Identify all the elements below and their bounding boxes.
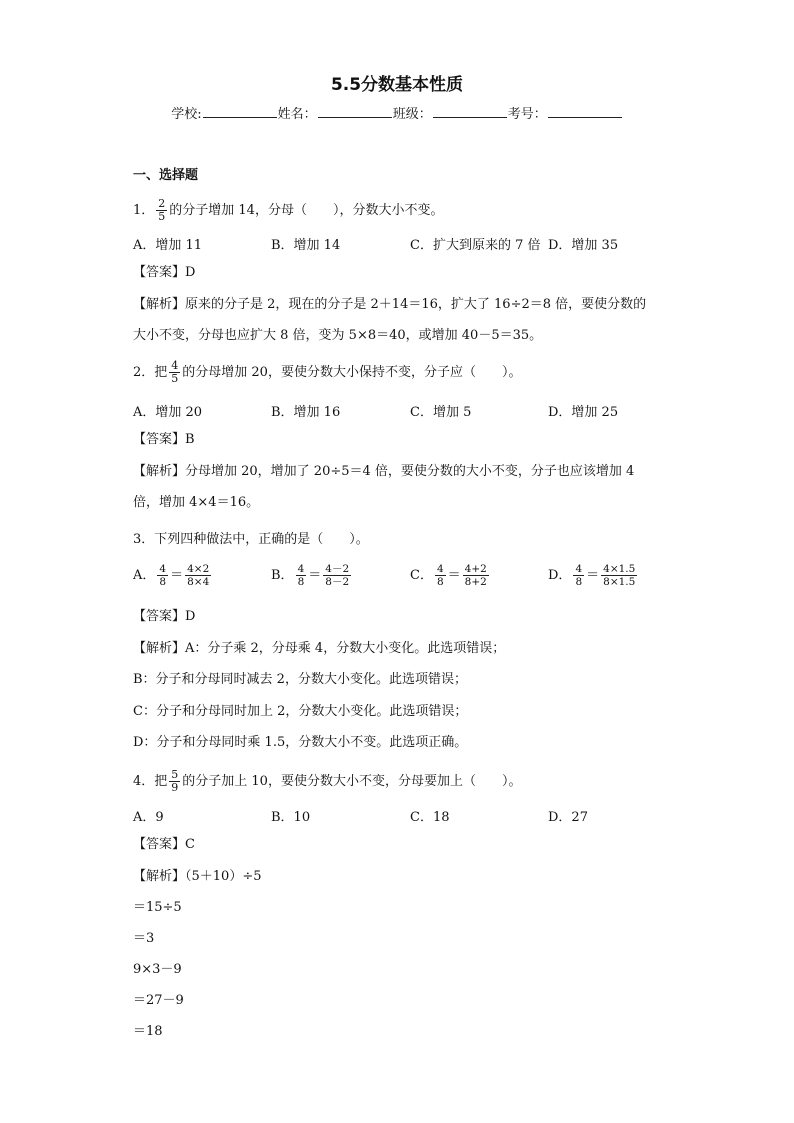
equals-sign: ＝ [447,568,461,583]
option-d: D．27 [548,810,588,825]
question-number: 4．把 [133,774,168,789]
option-a: A．9 [133,810,164,825]
numerator: 4－2 [325,563,350,575]
question-number: 1． [133,203,155,218]
numerator: 2 [158,197,166,210]
equals-sign: ＝ [170,568,184,583]
option-c: C．18 [410,810,450,825]
question-1 [133,198,443,223]
exam-no-blank[interactable] [548,105,622,118]
denominator: 8×1.5 [603,576,636,588]
option-c: C．扩大到原来的 7 倍 [410,238,541,253]
analysis-line: ＝27－9 [133,993,184,1008]
option-d: D．增加 35 [548,238,619,253]
analysis-line: 【解析】分母增加 20，增加了 20÷5＝4 倍，要使分数的大小不变，分子也应该增加 4 [133,464,635,479]
class-label: 班级： [392,107,432,122]
fraction [463,563,489,588]
option-b: B．增加 16 [271,405,341,420]
option-a: A．增加 20 [133,405,203,420]
question-4 [133,769,521,794]
analysis-line: ＝3 [133,931,155,946]
fraction [435,563,446,588]
option-a [133,563,213,588]
fraction [323,563,351,588]
page-title: 5.5分数基本性质 [330,75,464,95]
denominator: 8 [575,576,583,588]
option-a: A．增加 11 [133,238,203,253]
analysis-line: ＝15÷5 [133,900,182,915]
fraction [573,563,584,588]
denominator: 5 [158,210,166,223]
name-label: 姓名： [277,107,317,122]
denominator: 5 [171,372,179,385]
fraction [156,198,167,223]
analysis-line: 大小不变，分母也应扩大 8 倍，变为 5×8＝40，或增加 40－5＝35。 [133,328,543,343]
option-d [548,563,639,588]
numerator: 4×1.5 [603,563,636,575]
name-blank[interactable] [318,105,392,118]
numerator: 4+2 [464,563,487,575]
option-b: B．10 [271,810,311,825]
analysis-line: D：分子和分母同时乘 1.5，分数大小不变。此选项正确。 [133,735,468,750]
numerator: 4 [297,563,305,575]
numerator: 4×2 [187,563,210,575]
numerator: 5 [171,768,179,781]
denominator: 8－2 [325,576,350,588]
analysis-line: 【解析】A：分子乘 2，分母乘 4，分数大小变化。此选项错误； [133,641,506,656]
exam-no-label: 考号： [507,107,547,122]
analysis-line: ＝18 [133,1024,163,1039]
analysis-line: C：分子和分母同时加上 2，分数大小变化。此选项错误； [133,704,468,719]
question-text: 的分母增加 20，要使分数大小保持不变，分子应（ ）。 [182,365,522,380]
denominator: 8 [297,576,305,588]
equals-sign: ＝ [308,568,322,583]
question-3: 3．下列四种做法中，正确的是（ ）。 [133,532,369,547]
analysis-line: 【解析】（5＋10）÷5 [133,869,262,884]
class-blank[interactable] [433,105,507,118]
option-d: D．增加 25 [548,405,619,420]
denominator: 8 [436,576,444,588]
option-b [271,563,353,588]
fraction [296,563,307,588]
option-label: C． [410,568,433,583]
equals-sign: ＝ [586,568,600,583]
option-label: A． [133,568,156,583]
analysis-line: 倍，增加 4×4＝16。 [133,495,260,510]
fraction [169,360,180,385]
section-heading: 一、选择题 [133,168,199,183]
answer: 【答案】D [133,609,196,624]
numerator: 4 [171,359,179,372]
question-text: 的分子增加 14，分母（ ），分数大小不变。 [169,203,444,218]
option-label: B． [271,568,294,583]
denominator: 8+2 [464,576,487,588]
answer: 【答案】D [133,265,196,280]
denominator: 8 [159,576,167,588]
school-blank[interactable] [203,105,277,118]
analysis-line: 9×3－9 [133,962,182,977]
denominator: 8×4 [187,576,210,588]
fraction [169,769,180,794]
fraction [157,563,168,588]
option-c [410,563,491,588]
option-c: C．增加 5 [410,405,472,420]
option-label: D． [548,568,572,583]
numerator: 4 [575,563,583,575]
school-label: 学校: [171,107,202,122]
numerator: 4 [159,563,167,575]
question-2 [133,360,521,385]
numerator: 4 [436,563,444,575]
denominator: 9 [171,781,179,794]
option-b: B．增加 14 [271,238,341,253]
answer: 【答案】B [133,432,195,447]
question-text: 的分子加上 10，要使分数大小不变，分母要加上（ ）。 [182,774,522,789]
student-info-line [0,103,794,122]
analysis-line: B：分子和分母同时减去 2，分数大小变化。此选项错误； [133,672,467,687]
analysis-line: 【解析】原来的分子是 2，现在的分子是 2＋14＝16，扩大了 16÷2＝8 倍，要使分数的 [133,297,647,312]
fraction [185,563,211,588]
fraction [601,563,637,588]
question-number: 2．把 [133,365,168,380]
answer: 【答案】C [133,837,195,852]
